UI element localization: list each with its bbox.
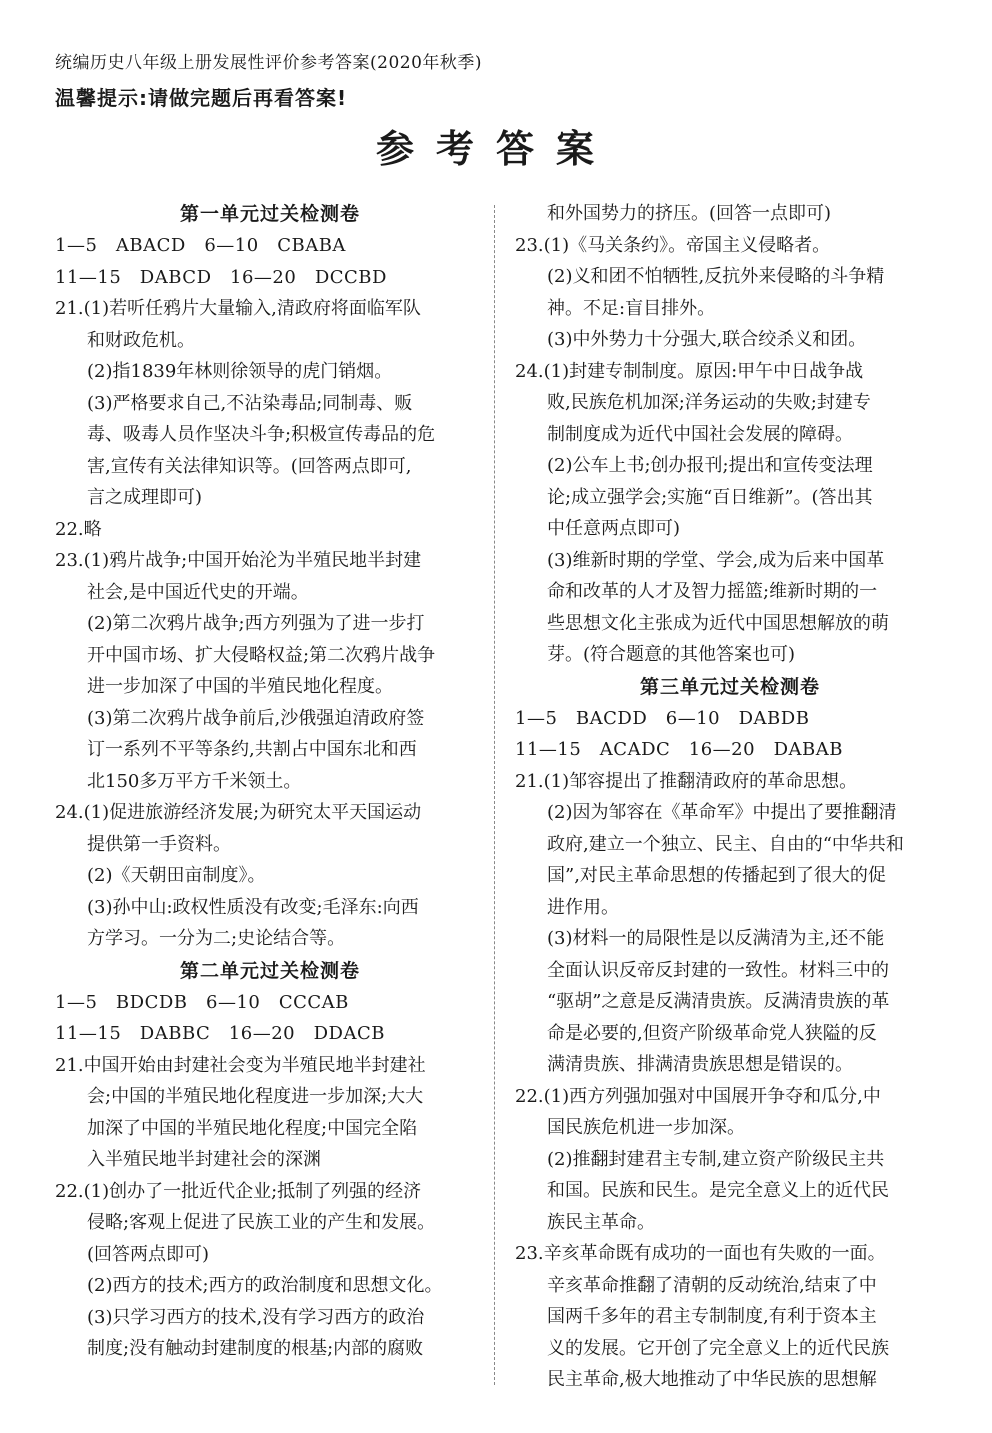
multiple-choice-answers: 1—5 ABACD 6—10 CBABA (55, 235, 346, 256)
answer-line: (3)只学习西方的技术,没有学习西方的政治 (87, 1306, 425, 1328)
multiple-choice-answers: 11—15 DABCD 16—20 DCCBD (55, 266, 387, 288)
answer-line: 命和改革的人才及智力摇篮;维新时期的一 (547, 581, 878, 602)
answer-line: 社会,是中国近代史的开端。 (87, 581, 309, 603)
answer-line: 政府,建立一个独立、民主、自由的“中华共和 (547, 833, 904, 855)
answer-line: 22.略 (55, 518, 102, 540)
answer-line: 会;中国的半殖民地化程度进一步加深;大大 (87, 1086, 424, 1107)
section-title: 第二单元过关检测卷 (179, 959, 360, 982)
answer-line: 义的发展。它开创了完全意义上的近代民族 (547, 1337, 889, 1359)
answer-line: 芽。(符合题意的其他答案也可) (547, 644, 796, 665)
answer-line: (2)推翻封建君主专制,建立资产阶级民主共 (547, 1148, 885, 1170)
multiple-choice-answers: 11—15 DABBC 16—20 DDACB (55, 1023, 385, 1044)
answer-line: 21.中国开始由封建社会变为半殖民地半封建社 (55, 1054, 426, 1076)
answer-line: (2)义和团不怕牺牲,反抗外来侵略的斗争精 (547, 266, 885, 287)
answer-line: 中任意两点即可) (547, 518, 681, 539)
answer-line: 开中国市场、扩大侵略权益;第二次鸦片战争 (87, 644, 436, 666)
page-title: 参考答案 (375, 127, 616, 171)
answer-line: 方学习。一分为二;史论结合等。 (87, 928, 346, 949)
warning-note: 温馨提示:请做完题后再看答案! (55, 86, 348, 110)
answer-line: 21.(1)邹容提出了推翻清政府的革命思想。 (515, 770, 858, 792)
document-subtitle: 统编历史八年级上册发展性评价参考答案(2020年秋季) (55, 53, 483, 73)
answer-line: (3)严格要求自己,不沾染毒品;同制毒、贩 (87, 392, 413, 414)
answer-line: (2)西方的技术;西方的政治制度和思想文化。 (87, 1275, 443, 1296)
answer-line: (2)指1839年林则徐领导的虎门销烟。 (87, 361, 393, 382)
answer-line: 22.(1)创办了一批近代企业;抵制了列强的经济 (55, 1180, 422, 1202)
answer-line: 23.(1)鸦片战争;中国开始沦为半殖民地半封建 (55, 550, 422, 571)
section-title: 第一单元过关检测卷 (179, 203, 360, 225)
answer-line: 败,民族危机加深;洋务运动的失败;封建专 (547, 392, 871, 413)
answer-line: 满清贵族、排满清贵族思想是错误的。 (547, 1054, 853, 1075)
answer-line: (2)公车上书;创办报刊;提出和宣传变法理 (547, 455, 873, 476)
answer-line: 些思想文化主张成为近代中国思想解放的萌 (547, 612, 889, 634)
answer-line: 和国。民族和民生。是完全意义上的近代民 (547, 1180, 889, 1201)
answer-line: 23.(1)《马关条约》。帝国主义侵略者。 (515, 234, 831, 256)
answer-line: 21.(1)若听任鸦片大量输入,清政府将面临军队 (55, 298, 421, 319)
answer-line: (2)第二次鸦片战争;西方列强为了进一步打 (87, 613, 425, 634)
answer-line: 订一系列不平等条约,共割占中国东北和西 (87, 739, 417, 760)
section-title: 第三单元过关检测卷 (639, 675, 820, 698)
left-column (55, 198, 485, 1365)
answer-line: (3)中外势力十分强大,联合绞杀义和团。 (547, 329, 867, 350)
answer-line: 论;成立强学会;实施“百日维新”。(答出其 (547, 486, 873, 508)
answer-line: “驱胡”之意是反满清贵族。反满清贵族的革 (547, 991, 890, 1012)
answer-line: 侵略;客观上促进了民族工业的产生和发展。 (87, 1212, 436, 1233)
column-divider (494, 205, 495, 1385)
answer-line: 命是必要的,但资产阶级革命党人狭隘的反 (547, 1022, 877, 1044)
answer-line: 和外国势力的挤压。(回答一点即可) (547, 203, 832, 224)
answer-line: 神。不足:盲目排外。 (547, 297, 716, 319)
answer-line: 入半殖民地半封建社会的深渊 (87, 1149, 321, 1170)
multiple-choice-answers: 1—5 BACDD 6—10 DABDB (515, 707, 810, 729)
answer-line: 24.(1)促进旅游经济发展;为研究太平天国运动 (55, 802, 422, 823)
answer-line: 22.(1)西方列强加强对中国展开争夺和瓜分,中 (515, 1085, 881, 1107)
answer-line: (3)孙中山:政权性质没有改变;毛泽东:向西 (87, 896, 419, 918)
answer-line: 全面认识反帝反封建的一致性。材料三中的 (547, 959, 889, 981)
answer-line: 毒、吸毒人员作坚决斗争;积极宣传毒品的危 (87, 424, 436, 445)
answer-line: 进一步加深了中国的半殖民地化程度。 (87, 676, 393, 697)
answer-line: 23.辛亥革命既有成功的一面也有失败的一面。 (515, 1243, 886, 1264)
answer-line: (3)材料一的局限性是以反满清为主,还不能 (547, 928, 885, 949)
answer-line: 制度;没有触动封建制度的根基;内部的腐败 (87, 1338, 424, 1359)
multiple-choice-answers: 1—5 BDCDB 6—10 CCCAB (55, 991, 349, 1013)
answer-line: 制制度成为近代中国社会发展的障碍。 (547, 423, 853, 445)
right-column (515, 198, 945, 1396)
answer-line: 害,宣传有关法律知识等。(回答两点即可, (87, 455, 412, 477)
answer-line: 国两千多年的君主专制制度,有利于资本主 (547, 1306, 877, 1327)
answer-line: 辛亥革命推翻了清朝的反动统治,结束了中 (547, 1274, 877, 1296)
answer-line: 言之成理即可) (87, 487, 203, 508)
answer-line: 进作用。 (547, 896, 619, 918)
answer-line: 和财政危机。 (87, 329, 195, 351)
answer-line: 民主革命,极大地推动了中华民族的思想解 (547, 1369, 877, 1390)
answer-line: 族民主革命。 (547, 1211, 655, 1233)
answer-line: 国”,对民主革命思想的传播起到了很大的促 (547, 865, 886, 886)
answer-line: 24.(1)封建专制制度。原因:甲午中日战争战 (515, 360, 864, 382)
answer-line: (3)第二次鸦片战争前后,沙俄强迫清政府签 (87, 707, 425, 729)
answer-line: (回答两点即可) (87, 1243, 210, 1265)
answer-line: 北150多万平方千米领土。 (87, 770, 302, 792)
answer-line: 提供第一手资料。 (87, 833, 231, 855)
answer-line: (3)维新时期的学堂、学会,成为后来中国革 (547, 549, 885, 571)
answer-line: 加深了中国的半殖民地化程度;中国完全陷 (87, 1117, 418, 1139)
answer-line: 国民族危机进一步加深。 (547, 1117, 745, 1138)
answer-line: (2)《天朝田亩制度》。 (87, 865, 266, 886)
answer-line: (2)因为邹容在《革命军》中提出了要推翻清 (547, 802, 897, 823)
multiple-choice-answers: 11—15 ACADC 16—20 DABAB (515, 739, 843, 760)
